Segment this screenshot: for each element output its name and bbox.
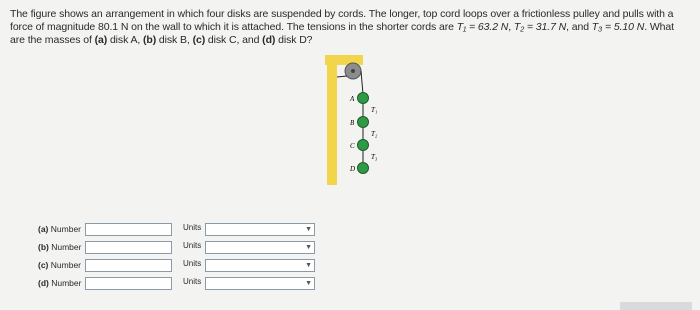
chevron-down-icon: ▼	[305, 280, 312, 287]
answer-row-d	[38, 277, 328, 291]
label-t3: T₃	[371, 153, 378, 161]
label-disk-a: A	[350, 95, 355, 103]
answer-row-b	[38, 241, 328, 255]
label-t1: T₁	[371, 106, 378, 114]
answer-c-units-select[interactable]	[205, 259, 315, 272]
answer-a-label: (a) Number	[38, 224, 81, 234]
chevron-down-icon: ▼	[305, 262, 312, 269]
label-disk-d: D	[350, 165, 356, 173]
answer-c-units-label: Units	[183, 259, 202, 268]
wall	[327, 65, 337, 185]
answer-c-label: (c) Number	[38, 260, 81, 270]
answer-b-units-select[interactable]	[205, 241, 315, 254]
disk-b	[358, 117, 369, 128]
chevron-down-icon: ▼	[305, 244, 312, 251]
answer-c-number-input[interactable]	[85, 259, 172, 272]
label-t2: T₂	[371, 130, 378, 138]
answer-a-number-input[interactable]	[85, 223, 172, 236]
answer-row-a	[38, 223, 328, 237]
answer-d-units-label: Units	[183, 277, 202, 286]
answer-b-number-input[interactable]	[85, 241, 172, 254]
footer-link[interactable]	[620, 302, 692, 310]
answer-b-label: (b) Number	[38, 242, 82, 252]
disk-c	[358, 140, 369, 151]
question-text: The figure shows an arrangement in which four disks are suspended by cords. The longer, top cord loops over a frictionless pulley and pulls with a force of magnitude 80.1 N on the wall to which it is attached. The tensions in the shorter cords are T₁ = 63.2 N, T₂ = 31.7 N, and T₃ = 5.10 N. What are the masses of (a) disk A, (b) disk B, (c) disk C, and (d) disk D?	[10, 8, 674, 46]
disk-a	[358, 93, 369, 104]
answer-a-units-label: Units	[183, 223, 202, 232]
disk-d	[358, 163, 369, 174]
answer-d-units-select[interactable]	[205, 277, 315, 290]
ceiling	[325, 55, 363, 65]
answer-b-units-label: Units	[183, 241, 202, 250]
pulley-hub	[351, 69, 355, 73]
top-cord-down	[361, 71, 363, 94]
label-disk-b: B	[350, 119, 355, 127]
answer-d-label: (d) Number	[38, 278, 82, 288]
answer-d-number-input[interactable]	[85, 277, 172, 290]
chevron-down-icon: ▼	[305, 226, 312, 233]
label-disk-c: C	[350, 142, 355, 150]
disk-pulley-figure	[325, 52, 395, 187]
top-cord-wall	[337, 76, 347, 77]
answer-a-units-select[interactable]	[205, 223, 315, 236]
answer-row-c	[38, 259, 328, 273]
